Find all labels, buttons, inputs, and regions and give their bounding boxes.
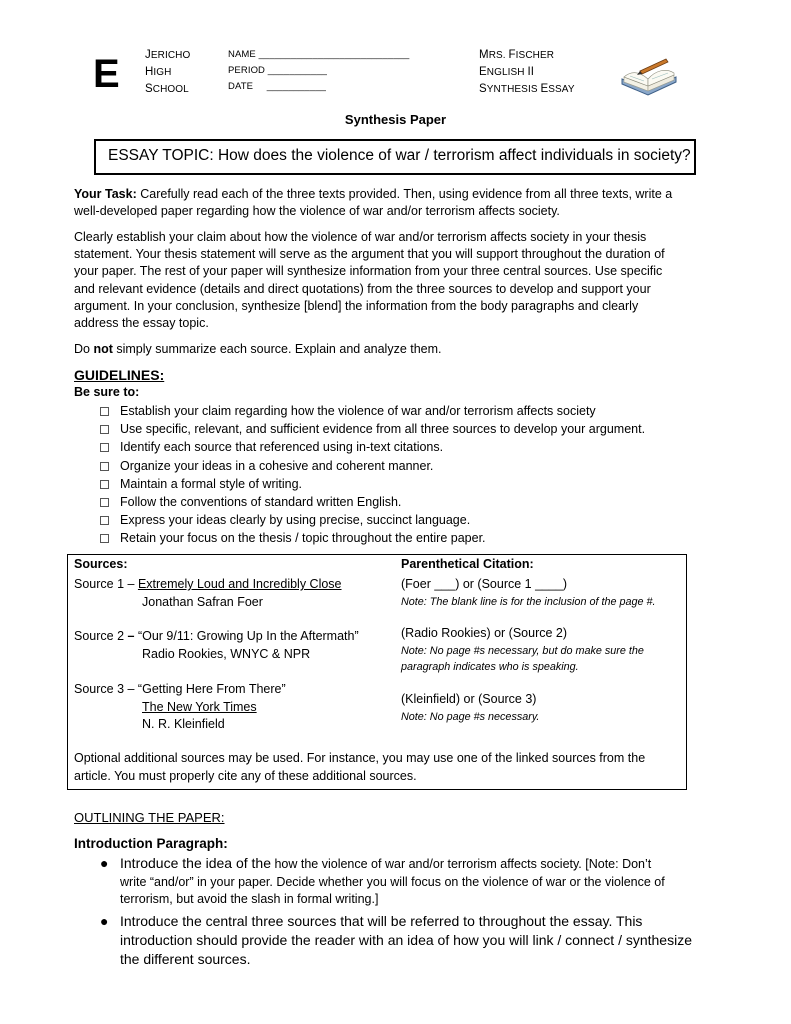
claim-line: Clearly establish your claim about how the violence of war and/or terrorism affects society in your thesis xyxy=(74,230,647,244)
be-sure-label: Be sure to: xyxy=(74,385,140,399)
checkbox-icon[interactable] xyxy=(100,443,109,452)
summarize-note: Do not simply summarize each source. Explain and analyze them. xyxy=(74,342,442,356)
intro-bullet: ● Introduce the idea of the how the violence of war and/or terrorism affects society. [Note: Don’t write “and/or” in your paper. Decide whether you will focus on the violence of war or the violence of terrorism, but avoid the slash in formal writing.] xyxy=(100,855,665,906)
task-line-2: well-developed paper regarding how the violence of war and/or terrorism affects society. xyxy=(74,204,560,219)
assignment-name: SYNTHESIS ESSAY xyxy=(479,83,575,95)
intro-bullet: ● Introduce the central three sources that will be referred to throughout the essay. This introduction should provide the reader with an idea of how you will link / connect / synthesize the different sources. xyxy=(100,912,692,967)
school-line-2: HIGH xyxy=(145,66,172,78)
outline-heading: OUTLINING THE PAPER: xyxy=(74,810,225,825)
date-field[interactable]: DATE ___________ xyxy=(228,81,326,92)
checkbox-icon[interactable] xyxy=(100,462,109,471)
task-label: Your Task: xyxy=(74,187,137,201)
source-1: Source 1 – Extremely Loud and Incredibly Close Jonathan Safran Foer xyxy=(74,576,342,611)
source-2-title: “Our 9/11: Growing Up In the Aftermath” xyxy=(134,629,359,643)
guideline-item: Use specific, relevant, and sufficient evidence from all three sources to develop your argument. xyxy=(74,420,754,438)
teacher-name: MRS. FISCHER xyxy=(479,49,555,61)
guideline-item: Establish your claim regarding how the violence of war and/or terrorism affects society xyxy=(74,402,754,420)
checkbox-icon[interactable] xyxy=(100,534,109,543)
doc-title: Synthesis Paper xyxy=(344,112,447,127)
guidelines-heading: GUIDELINES: xyxy=(74,367,165,383)
bullet-icon: ● xyxy=(100,855,109,871)
checkbox-icon[interactable] xyxy=(100,407,109,416)
period-field[interactable]: PERIOD ___________ xyxy=(228,65,327,76)
claim-line: statement. Your thesis statement will serve as the argument that you will support throughout the duration of xyxy=(74,247,665,262)
guideline-item: Express your ideas clearly by using precise, succinct language. xyxy=(74,511,754,529)
intro-heading: Introduction Paragraph: xyxy=(74,836,228,851)
source-3-note: Note: No page #s necessary. xyxy=(401,710,540,723)
source-1-title: Extremely Loud and Incredibly Close xyxy=(137,577,342,591)
checkbox-icon[interactable] xyxy=(100,480,109,489)
source-2-note: Note: No page #s necessary, but do make sure the xyxy=(401,644,644,657)
source-2-note-cont: paragraph indicates who is speaking. xyxy=(401,660,579,673)
guideline-item: Organize your ideas in a cohesive and coherent manner. xyxy=(74,457,754,475)
source-2: Source 2 – “Our 9/11: Growing Up In the Aftermath” Radio Rookies, WNYC & NPR xyxy=(74,628,359,663)
essay-topic-text: ESSAY TOPIC: How does the violence of war / terrorism affect individuals in society? xyxy=(108,147,691,164)
guideline-item: Retain your focus on the thesis / topic throughout the entire paper. xyxy=(74,529,754,547)
claim-line: argument. In your conclusion, synthesize [blend] the information from the body paragraphs and clearly xyxy=(74,298,639,313)
task-line-1: Carefully read each of the three texts provided. Then, using evidence from all three texts, write a xyxy=(136,187,673,201)
teacher-info xyxy=(479,47,575,98)
book-pen-icon xyxy=(618,55,680,97)
citation-heading: Parenthetical Citation: xyxy=(401,557,534,571)
source-3-author: N. R. Kleinfield xyxy=(142,717,225,731)
source-2-author: Radio Rookies, WNYC & NPR xyxy=(142,646,311,661)
school-line-1: JERICHO xyxy=(145,49,191,61)
claim-paragraph xyxy=(74,229,734,332)
course-name: ENGLISH II xyxy=(479,66,535,78)
guideline-item: Maintain a formal style of writing. xyxy=(74,475,754,493)
bullet-icon: ● xyxy=(100,912,109,929)
claim-line: address the essay topic. xyxy=(74,316,209,331)
optional-sources-note: Optional additional sources may be used. For instance, you may use one of the linked sources from the article. You must properly cite any of these additional sources. xyxy=(74,751,646,783)
claim-line: and relevant evidence (details and direct quotations) from the three sources to develop and support your xyxy=(74,281,651,296)
task-paragraph xyxy=(74,186,734,220)
source-1-citation: (Foer ___) or (Source 1 ____) Note: The blank line is for the inclusion of the page #. xyxy=(401,577,656,608)
name-field[interactable]: NAME ____________________________ xyxy=(228,49,410,60)
student-fields xyxy=(228,47,409,95)
header-big-letter: E xyxy=(93,52,120,96)
sources-heading: Sources: xyxy=(74,557,128,571)
source-1-note: Note: The blank line is for the inclusion of the page #. xyxy=(401,595,656,608)
source-3 xyxy=(74,681,286,734)
checkbox-icon[interactable] xyxy=(100,498,109,507)
school-name xyxy=(145,47,190,98)
source-3-citation: (Kleinfield) or (Source 3) Note: No page #s necessary. xyxy=(401,692,540,723)
guideline-item: Identify each source that referenced using in-text citations. xyxy=(74,438,754,456)
essay-topic-box xyxy=(94,139,696,175)
source-3-publication: The New York Times xyxy=(142,699,257,714)
intro-bullets xyxy=(74,855,764,969)
source-2-citation: (Radio Rookies) or (Source 2) Note: No page #s necessary, but do make sure the paragraph indicates who is speaking. xyxy=(401,626,644,673)
guideline-item: Follow the conventions of standard written English. xyxy=(74,493,754,511)
source-1-author: Jonathan Safran Foer xyxy=(142,594,263,609)
claim-line: your paper. The rest of your paper will synthesize information from your three central sources. Use specific xyxy=(74,264,663,279)
school-line-3: SCHOOL xyxy=(145,83,189,95)
guidelines-list xyxy=(74,402,754,548)
checkbox-icon[interactable] xyxy=(100,425,109,434)
source-3-title: Source 3 – “Getting Here From There” xyxy=(74,682,286,696)
checkbox-icon[interactable] xyxy=(100,516,109,525)
